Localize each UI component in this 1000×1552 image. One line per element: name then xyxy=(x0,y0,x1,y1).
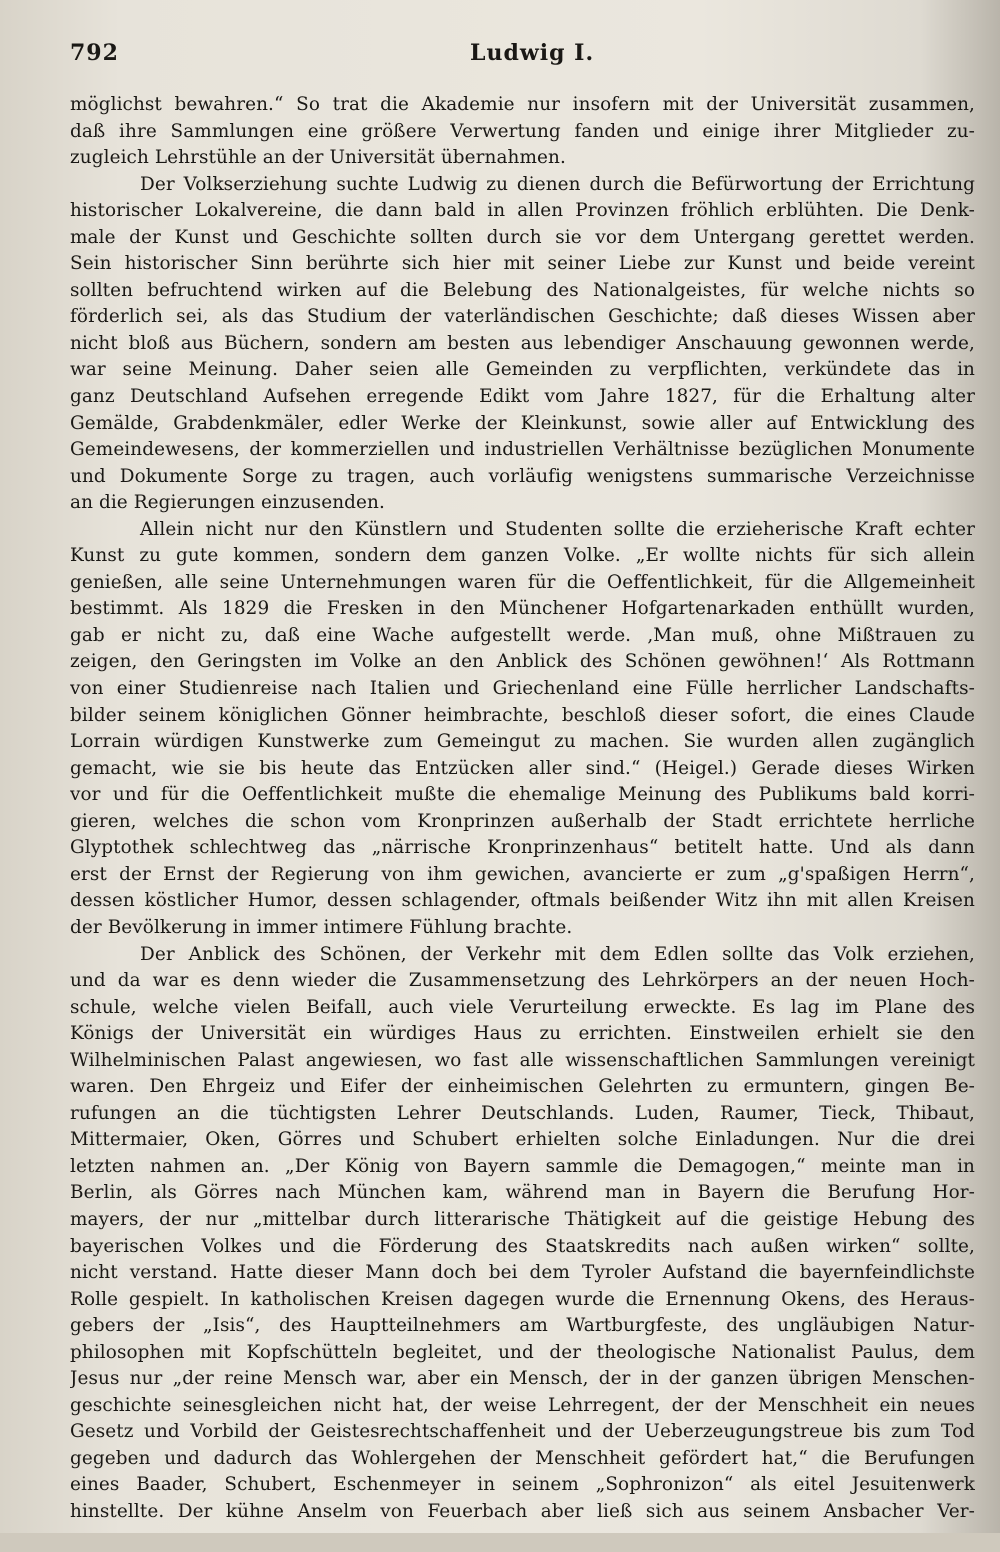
text-line: bayerischen Volkes und die Förderung des Staatskredits nach außen wirken“ sollte, xyxy=(70,1235,975,1257)
text-line: historischer Lokalvereine, die dann bald in allen Provinzen fröhlich erblühten. Die Denk- xyxy=(70,200,975,222)
text-line: an die Regierungen einzusenden. xyxy=(70,492,385,514)
text-line: gemacht, wie sie bis heute das Entzücken aller sind.“ (Heigel.) Gerade dieses Wirken xyxy=(70,757,975,779)
text-line: möglichst bewahren.“ So trat die Akademie nur insofern mit der Universität zusammen, xyxy=(70,94,975,115)
text-line: Königs der Universität ein würdiges Haus zu errichten. Einstweilen erhielt sie den xyxy=(70,1023,975,1045)
text-line: nicht bloß aus Büchern, sondern am besten aus lebendiger Anschauung gewonnen werde, xyxy=(70,332,975,354)
text-line: eines Baader, Schubert, Eschenmeyer in seinem „Sophronizon“ als eitel Jesuitenwerk xyxy=(70,1474,975,1496)
text-line: Allein nicht nur den Künstlern und Studenten sollte die erzieherische Kraft echter xyxy=(140,518,975,540)
text-line: gebers der „Isis“, des Hauptteilnehmers am Wartburgfeste, des ungläubigen Natur- xyxy=(70,1315,975,1337)
text-line: Kunst zu gute kommen, sondern dem ganzen Volke. „Er wollte nichts für sich allein xyxy=(70,545,975,567)
page-number: 792 xyxy=(70,40,119,66)
text-line: rufungen an die tüchtigsten Lehrer Deutschlands. Luden, Raumer, Tieck, Thibaut, xyxy=(70,1102,975,1124)
text-line: ganz Deutschland Aufsehen erregende Edikt vom Jahre 1827, für die Erhaltung alter xyxy=(70,386,975,408)
text-line: Gemeindewesens, der kommerziellen und industriellen Verhältnisse bezüglichen Monumente xyxy=(70,439,975,461)
text-line: Lorrain würdigen Kunstwerke zum Gemeingut zu machen. Sie wurden allen zugänglich xyxy=(70,731,975,753)
text-line: Der Volkserziehung suchte Ludwig zu dienen durch die Befürwortung der Errichtung xyxy=(140,173,975,195)
text-line: zugleich Lehrstühle an der Universität übernahmen. xyxy=(70,147,566,169)
text-line: Mittermaier, Oken, Görres und Schubert erhielten solche Einladungen. Nur die drei xyxy=(70,1129,975,1151)
text-line: mayers, der nur „mittelbar durch litterarische Thätigkeit auf die geistige Hebung des xyxy=(70,1208,975,1230)
text-line: sollten befruchtend wirken auf die Belebung des Nationalgeistes, für welche nichts so xyxy=(70,279,975,301)
text-line: Jesus nur „der reine Mensch war, aber ein Mensch, der in der ganzen übrigen Menschen- xyxy=(70,1368,975,1390)
text-line: und da war es denn wieder die Zusammensetzung des Lehrkörpers an der neuen Hoch- xyxy=(70,970,975,992)
text-line: zeigen, den Geringsten im Volke an den Anblick des Schönen gewöhnen!‘ Als Rottmann xyxy=(70,651,975,673)
text-line: der Bevölkerung in immer intimere Fühlung brachte. xyxy=(70,916,573,938)
text-line: waren. Den Ehrgeiz und Eifer der einheimischen Gelehrten zu ermuntern, gingen Be- xyxy=(70,1076,975,1098)
text-line: förderlich sei, als das Studium der vaterländischen Geschichte; daß dieses Wissen aber xyxy=(70,306,975,328)
text-line: gab er nicht zu, daß eine Wache aufgestellt werde. ‚Man muß, ohne Mißtrauen zu xyxy=(70,624,975,646)
text-line: vor und für die Oeffentlichkeit mußte die ehemalige Meinung des Publikums bald korri- xyxy=(70,784,975,806)
text-line: geschichte seinesgleichen nicht hat, der weise Lehrregent, der der Menschheit ein neues xyxy=(70,1394,975,1416)
text-line: Gesetz und Vorbild der Geistesrechtschaffenheit und der Ueberzeugungstreue bis zum Tod xyxy=(70,1421,975,1443)
text-line: genießen, alle seine Unternehmungen waren für die Oeffentlichkeit, für die Allgemeinheit xyxy=(70,571,975,593)
text-line: Gemälde, Grabdenkmäler, edler Werke der Kleinkunst, sowie aller auf Entwicklung des xyxy=(70,412,975,434)
text-line: Sein historischer Sinn berührte sich hier mit seiner Liebe zur Kunst und beide vereint xyxy=(70,253,975,275)
page-header xyxy=(70,40,980,76)
text-line: daß ihre Sammlungen eine größere Verwertung fanden und einige ihrer Mitglieder zu- xyxy=(70,120,975,142)
body-text xyxy=(70,92,975,1552)
text-line: Berlin, als Görres nach München kam, während man in Bayern die Berufung Hor- xyxy=(70,1182,975,1204)
text-line: Wilhelminischen Palast angewiesen, wo fast alle wissenschaftlichen Sammlungen vereinigt xyxy=(70,1049,975,1071)
text-line: gegeben und dadurch das Wohlergehen der Menschheit gefördert hat,“ die Berufungen xyxy=(70,1447,975,1469)
text-line: war seine Meinung. Daher seien alle Gemeinden zu verpflichten, verkündete das in xyxy=(70,359,975,381)
text-line: von einer Studienreise nach Italien und Griechenland eine Fülle herrlicher Landschafts- xyxy=(70,678,975,700)
text-line: Rolle gespielt. In katholischen Kreisen dagegen wurde die Ernennung Okens, des Heraus- xyxy=(70,1288,975,1310)
text-line: und Dokumente Sorge zu tragen, auch vorläufig wenigstens summarische Verzeichnisse xyxy=(70,465,975,487)
text-line: nicht verstand. Hatte dieser Mann doch bei dem Tyroler Aufstand die bayernfeindlichste xyxy=(70,1262,975,1284)
text-line: gieren, welches die schon vom Kronprinzen außerhalb der Stadt errichtete herrliche xyxy=(70,810,975,832)
text-line: bestimmt. Als 1829 die Fresken in den Münchener Hofgartenarkaden enthüllt wurden, xyxy=(70,598,975,620)
text-line: erst der Ernst der Regierung von ihm gewichen, avancierte er zum „g'spaßigen Herrn“, xyxy=(70,863,975,885)
text-line: bilder seinem königlichen Gönner heimbrachte, beschloß dieser sofort, die eines Claude xyxy=(70,704,975,726)
running-title: Ludwig I. xyxy=(470,40,595,66)
text-line: philosophen mit Kopfschütteln begleitet, und der theologische Nationalist Paulus, dem xyxy=(70,1341,975,1363)
text-line: hinstellte. Der kühne Anselm von Feuerbach aber ließ sich aus seinem Ansbacher Ver- xyxy=(70,1500,975,1522)
text-line: Der Anblick des Schönen, der Verkehr mit dem Edlen sollte das Volk erziehen, xyxy=(140,943,975,965)
text-line xyxy=(70,1526,975,1552)
text-line: dessen köstlicher Humor, dessen schlagender, oftmals beißender Witz ihn mit allen Kreisen xyxy=(70,890,975,912)
text-line: schule, welche vielen Beifall, auch viele Verurteilung erweckte. Es lag im Plane des xyxy=(70,996,975,1018)
text-line: Glyptothek schlechtweg das „närrische Kronprinzenhaus“ betitelt hatte. Und als dann xyxy=(70,837,975,859)
text-line: male der Kunst und Geschichte sollten durch sie vor dem Untergang gerettet werden. xyxy=(70,226,975,248)
text-line: letzten nahmen an. „Der König von Bayern sammle die Demagogen,“ meinte man in xyxy=(70,1155,975,1177)
